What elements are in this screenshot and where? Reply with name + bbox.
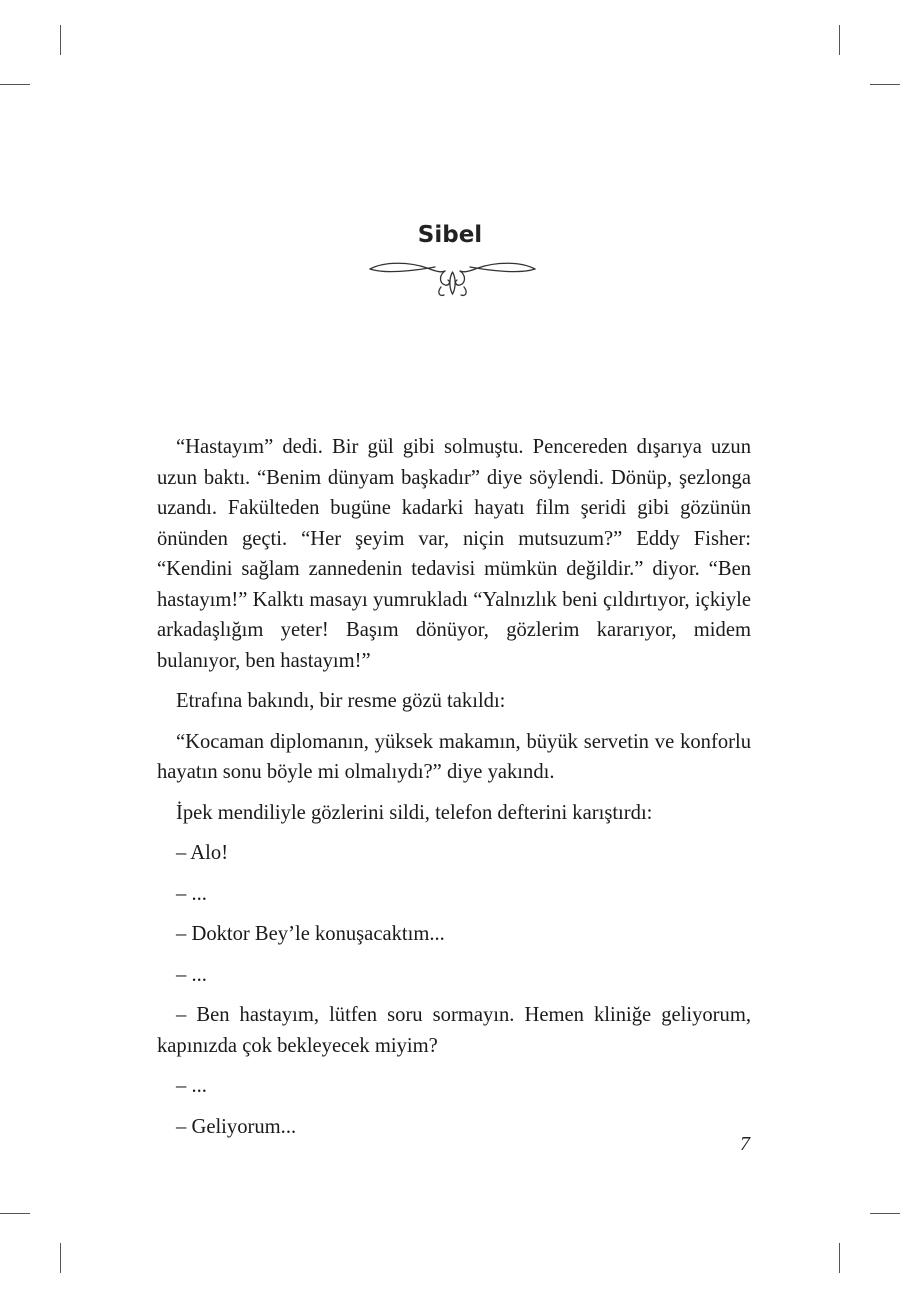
crop-mark-bottom-right-vertical bbox=[839, 1243, 840, 1273]
dialogue-line: – ... bbox=[176, 963, 207, 986]
paragraph: Etrafına bakındı, bir resme gözü takıldı: bbox=[176, 690, 506, 712]
body-text bbox=[157, 432, 751, 1152]
dialogue-line: – Alo! bbox=[176, 842, 229, 864]
dialogue-line: – Doktor Bey’le konuşacaktım... bbox=[176, 923, 445, 945]
flourish-ornament-icon bbox=[365, 258, 540, 298]
page-number: 7 bbox=[740, 1133, 750, 1155]
dialogue-line: – Geliyorum... bbox=[176, 1115, 297, 1138]
crop-mark-top-left-horizontal bbox=[0, 84, 30, 85]
paragraph: “Hastayım” dedi. Bir gül gibi solmuştu. Pencereden dışarıya uzun uzun baktı. “Benim dünyam başkadır” diye söylendi. Dönüp, şezlonga uzandı. Fakülteden bugüne kadarki hayatı film şeridi gibi gözünün önünden geçti. “Her şeyim var, niçin mutsuzum?” Eddy Fisher: “Kendini sağlam zannedenin tedavisi mümkün değildir.” diyor. “Ben hastayım!” Kalktı masayı yumrukladı “Yalnızlık beni çıldırtıyor, içkiyle arkadaşlığım yeter! Başım dönüyor, gözlerim kararıyor, midem bulanıyor, ben hastayım!” bbox=[157, 436, 751, 672]
crop-mark-top-right-horizontal bbox=[870, 84, 900, 85]
chapter-title: Sibel bbox=[417, 222, 483, 248]
dialogue-line: – Ben hastayım, lütfen soru sormayın. Hemen kliniğe geliyorum, kapınızda çok bekleyecek miyim? bbox=[157, 1004, 751, 1057]
crop-mark-top-left-vertical bbox=[60, 25, 61, 55]
dialogue-line: – ... bbox=[176, 882, 207, 905]
paragraph: İpek mendiliyle gözlerini sildi, telefon defterini karıştırdı: bbox=[176, 801, 653, 824]
crop-mark-bottom-right-horizontal bbox=[870, 1213, 900, 1214]
crop-mark-top-right-vertical bbox=[839, 25, 840, 55]
crop-mark-bottom-left-horizontal bbox=[0, 1213, 30, 1214]
crop-mark-bottom-left-vertical bbox=[60, 1243, 61, 1273]
paragraph: “Kocaman diplomanın, yüksek makamın, büyük servetin ve konforlu hayatın sonu böyle mi olmalıydı?” diye yakındı. bbox=[157, 730, 751, 783]
dialogue-line: – ... bbox=[176, 1075, 207, 1097]
